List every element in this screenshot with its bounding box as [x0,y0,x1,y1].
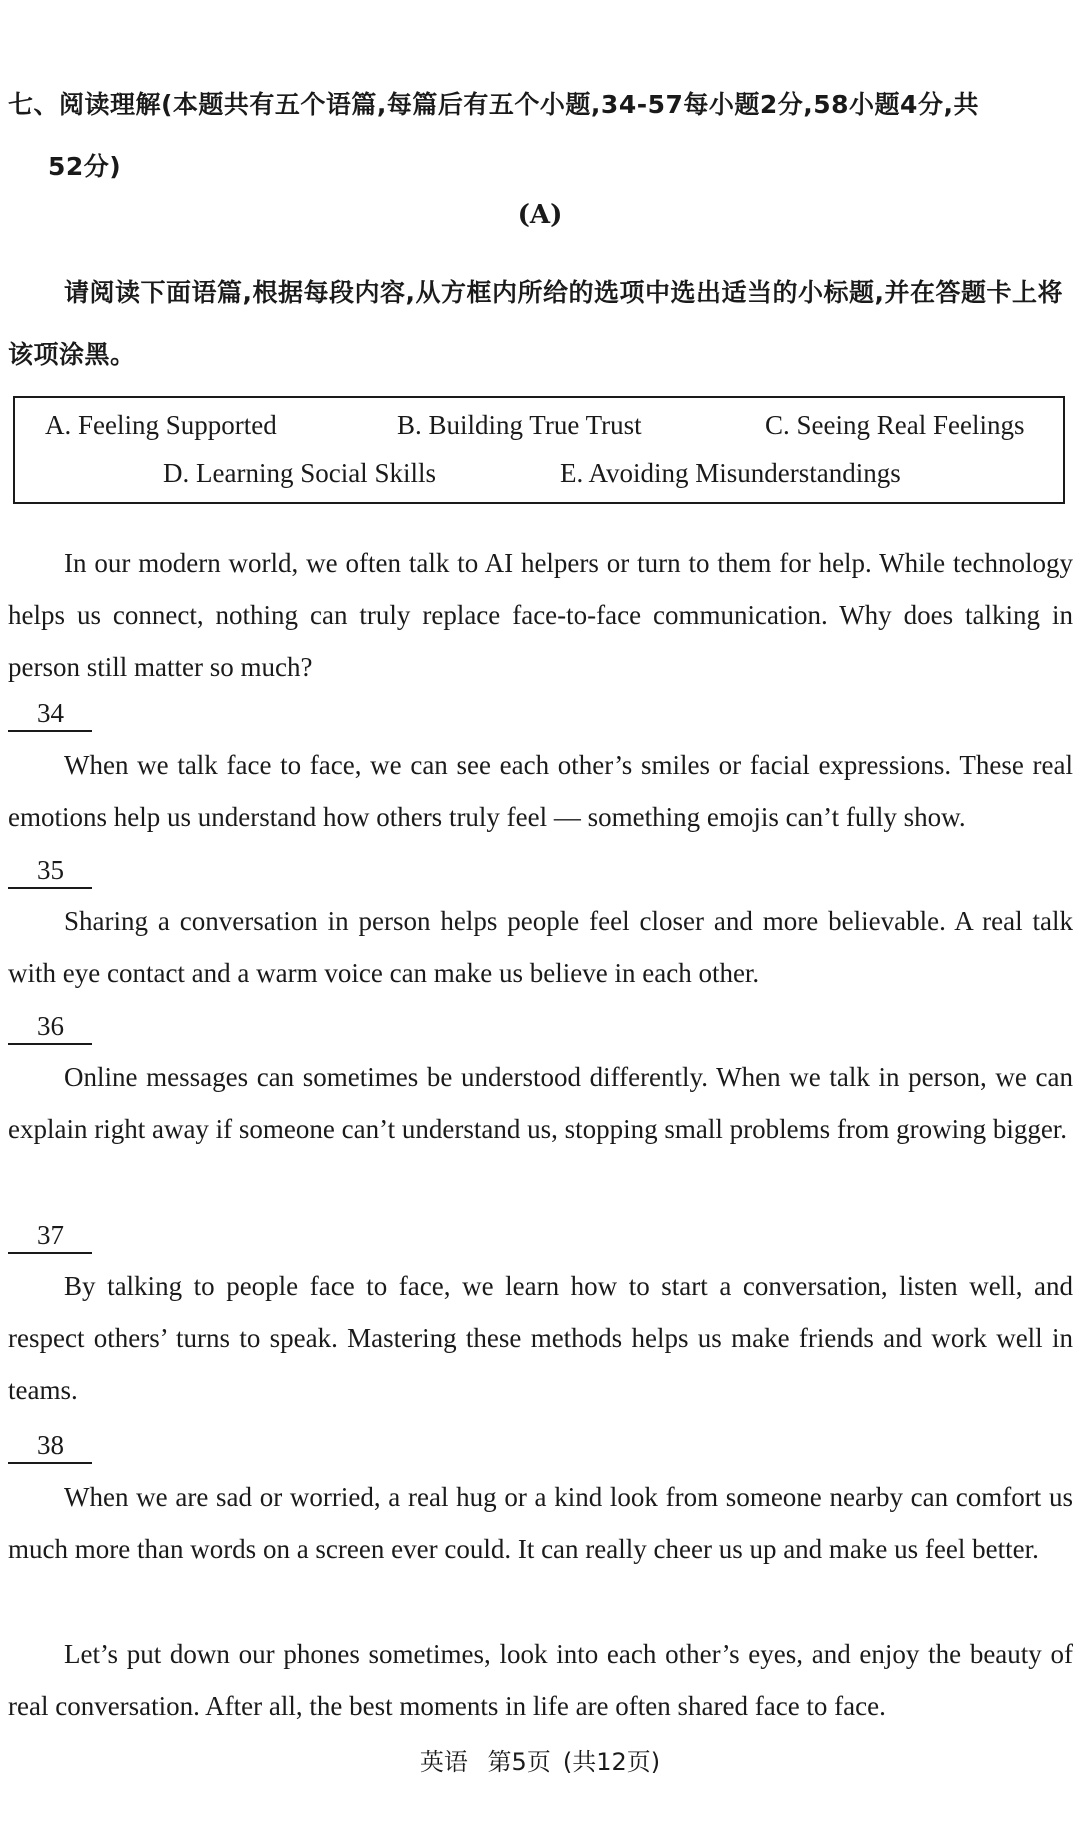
passage-label: (A) [517,200,563,230]
answer-blank-35: 35 [8,853,92,889]
option-b: B. Building True Trust [397,410,642,440]
footer-subject: 英语 [419,1748,468,1776]
passage-instruction: 请阅读下面语篇,根据每段内容,从方框内所给的选项中选出适当的小标题,并在答题卡上将该项涂黑。 [8,278,1063,369]
closing-paragraph: Let’s put down our phones sometimes, look into each other’s eyes, and enjoy the beauty of real conversation. After all, the best moments in life are often shared face to face. [8,1639,1073,1721]
section-heading [8,74,1068,198]
option-c: C. Seeing Real Feelings [765,410,1025,440]
footer-total-pages: (共12页) [562,1748,661,1776]
answer-blank-34: 34 [8,696,92,732]
section-heading-line2: 52分) [48,152,122,181]
option-a: A. Feeling Supported [45,410,277,440]
paragraph-38: When we are sad or worried, a real hug or a kind look from someone nearby can comfort us much more than words on a screen ever could. It can really cheer us up and make us feel better. [8,1482,1073,1564]
footer-page-number: 第5页 [487,1748,551,1776]
page-footer [0,1742,1080,1777]
paragraph-35: Sharing a conversation in person helps people feel closer and more believable. A real talk with eye contact and a warm voice can make us believe in each other. [8,906,1073,988]
intro-paragraph: In our modern world, we often talk to AI helpers or turn to them for help. While technology helps us connect, nothing can truly replace face-to-face communication. Why does talking in person still matter so much? [8,548,1073,682]
section-heading-line1: 七、阅读理解(本题共有五个语篇,每篇后有五个小题,34-57每小题2分,58小题4分,共 [8,90,979,119]
paragraph-37: By talking to people face to face, we learn how to start a conversation, listen well, and respect others’ turns to speak. Mastering these methods helps us make friends and work well in teams. [8,1271,1073,1405]
answer-blank-36: 36 [8,1009,92,1045]
option-e: E. Avoiding Misunderstandings [560,458,901,488]
paragraph-36: Online messages can sometimes be understood differently. When we talk in person, we can explain right away if someone can’t understand us, stopping small problems from growing bigger. [8,1062,1073,1144]
answer-blank-38: 38 [8,1428,92,1464]
answer-blank-37: 37 [8,1218,92,1254]
paragraph-34: When we talk face to face, we can see each other’s smiles or facial expressions. These real emotions help us understand how others truly feel — something emojis can’t fully show. [8,750,1073,832]
option-d: D. Learning Social Skills [163,458,436,488]
options-box [13,396,1065,504]
